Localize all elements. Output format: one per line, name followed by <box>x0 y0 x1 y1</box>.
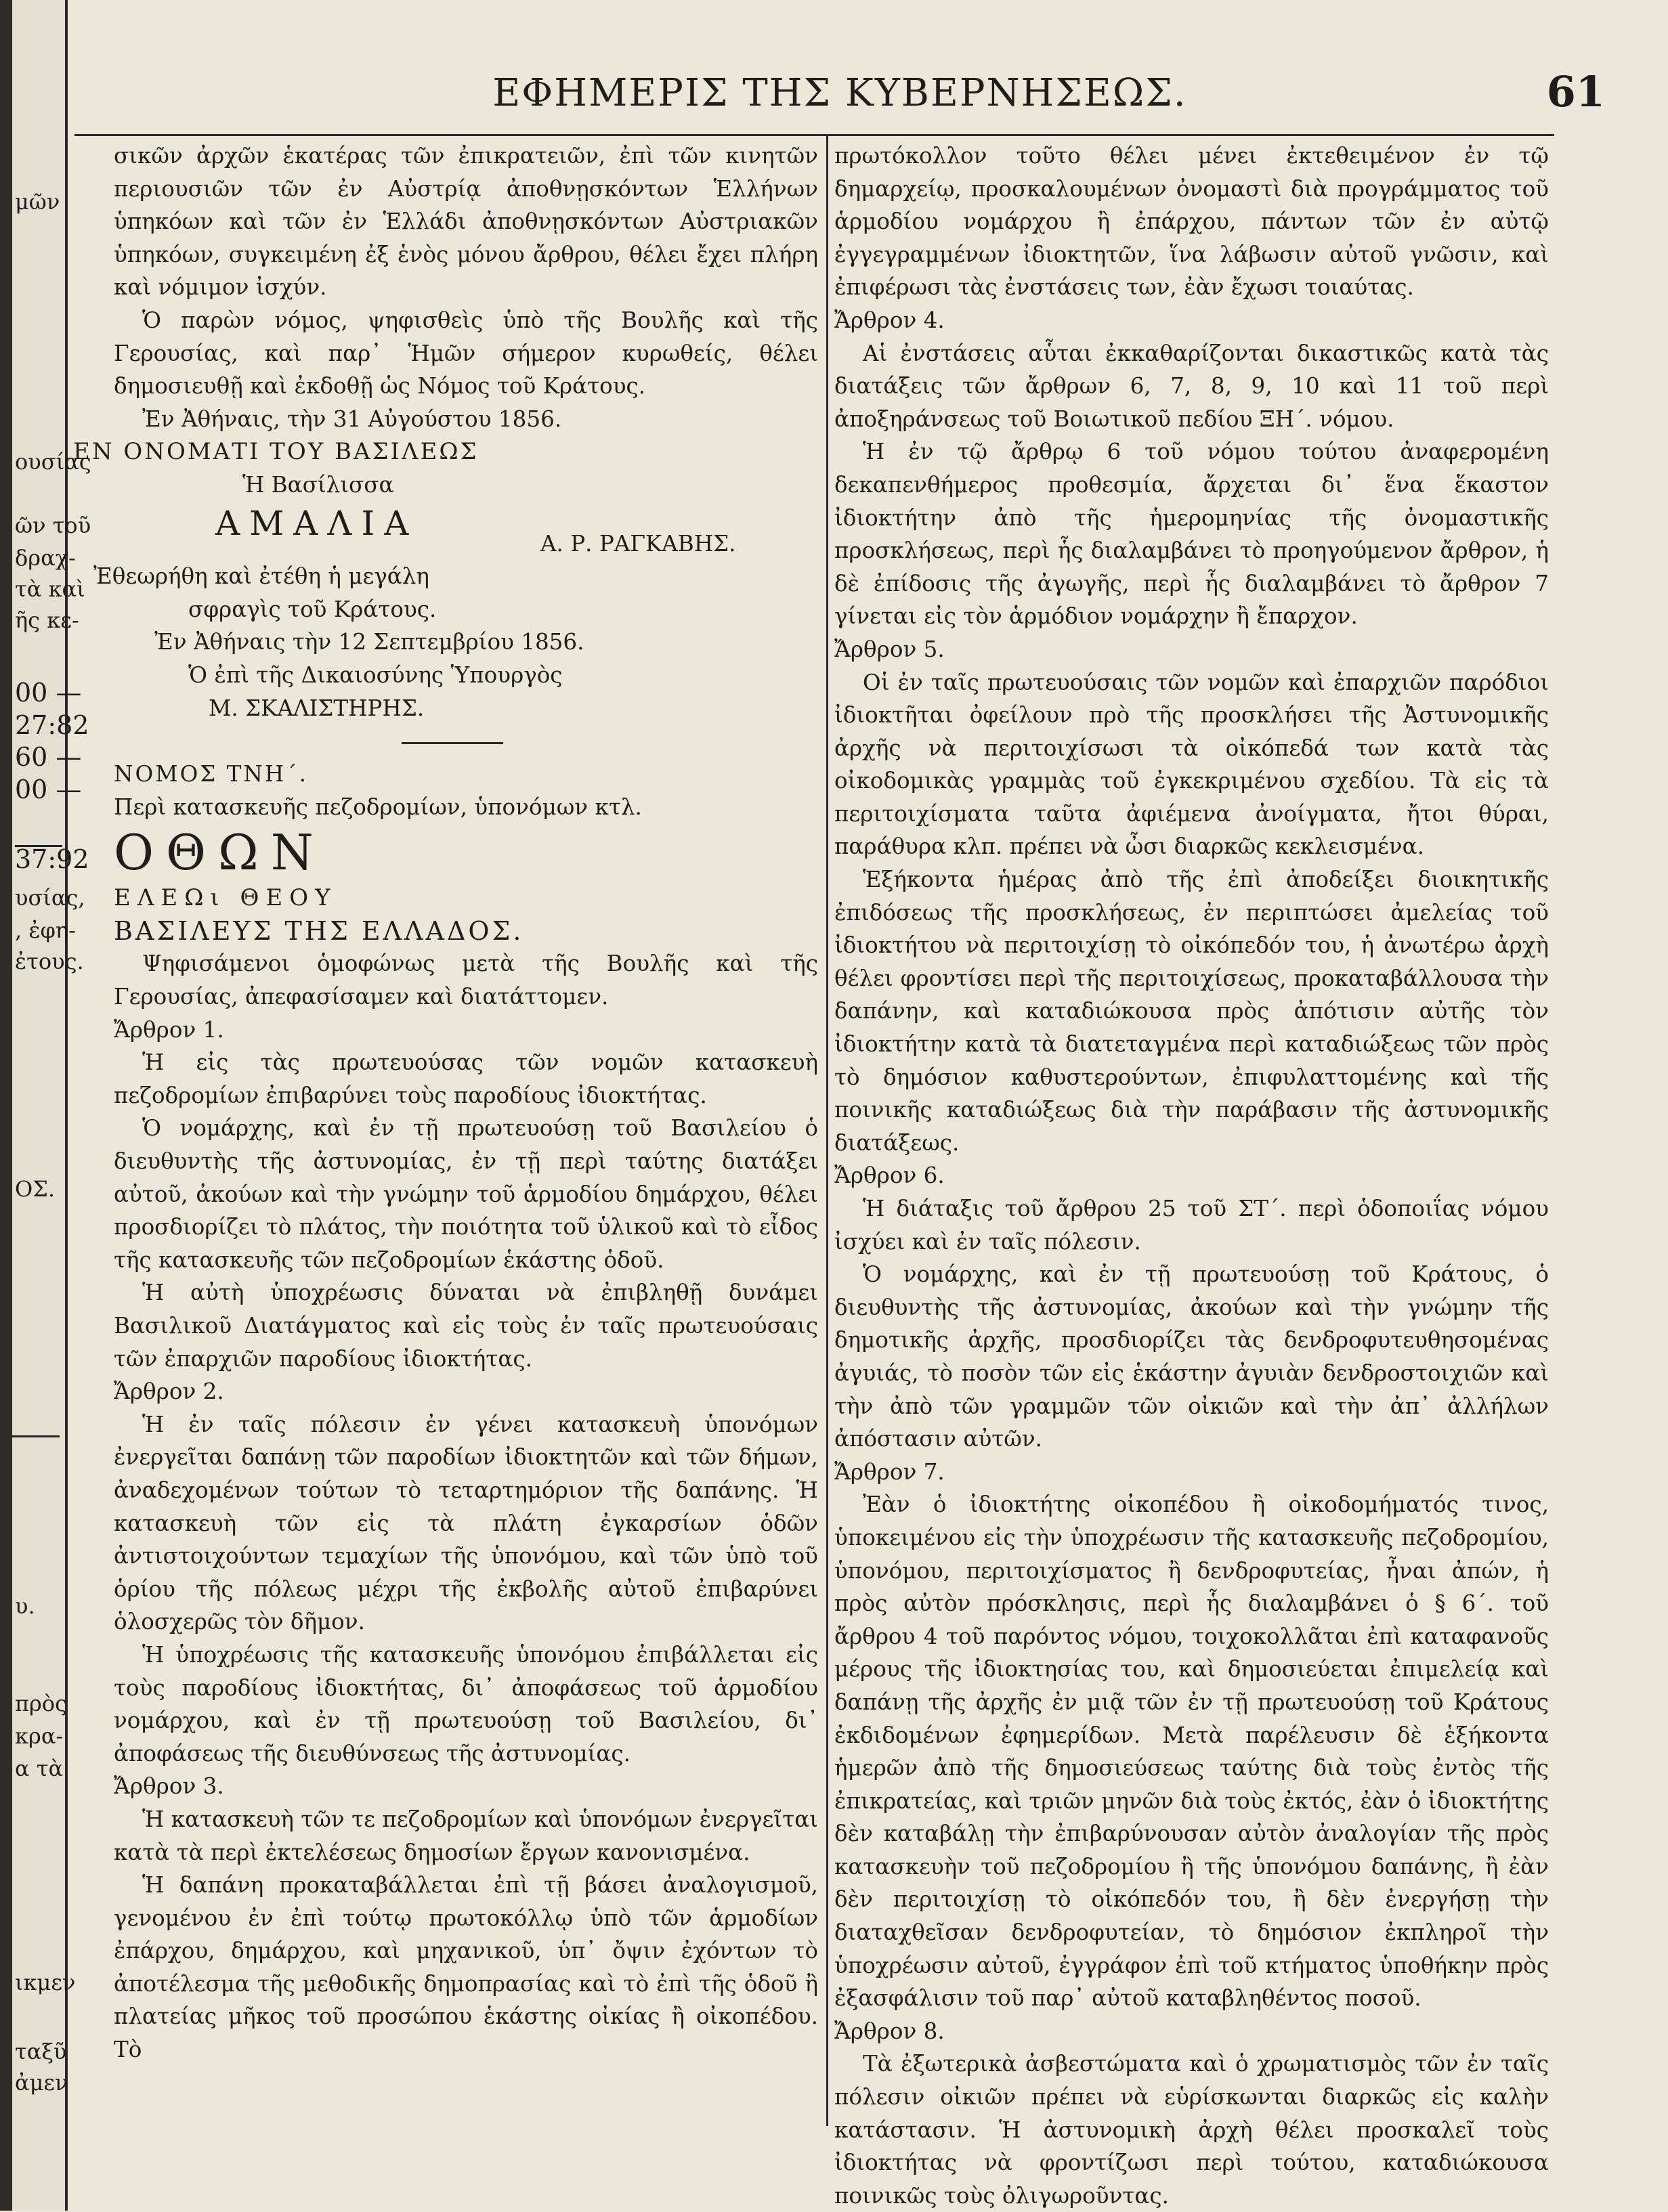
previous-page-edge <box>12 0 91 2211</box>
edge-fragment: ουσίας <box>15 449 91 475</box>
paragraph: Ἡ διάταξις τοῦ ἄρθρου 25 τοῦ ΣΤ΄. περὶ ὁδοποιΐας νόμου ἰσχύει καὶ ἐν ταῖς πόλεσιν. <box>834 1196 1549 1255</box>
edge-fragment: δραχ- <box>15 545 76 571</box>
paragraph: πρωτόκολλον τοῦτο θέλει μένει ἐκτεθειμένον ἐν τῷ δημαρχείῳ, προσκαλουμένων ὀνομαστὶ διὰ προγράμματος τοῦ ἁρμοδίου νομάρχου ἢ ἐπάρχου, πάντων τῶν ἐν αὐτῷ ἐγγεγραμμένων ἰδιοκτητῶν, ἵνα λάβωσιν αὐτοῦ γνῶσιν, καὶ ἐπιφέρωσι τὰς ἐνστάσεις των, ἐὰν ἔχωσι τοιαύτας. <box>834 143 1549 301</box>
paragraph: Αἱ ἐνστάσεις αὗται ἐκκαθαρίζονται δικαστικῶς κατὰ τὰς διατάξεις τῶν ἄρθρων 6, 7, 8, 9, 10 καὶ 11 τοῦ περὶ ἀποξηράνσεως τοῦ Βοιωτικοῦ πεδίου ΞΗ΄. νόμου. <box>834 340 1549 432</box>
paragraph: Ἡ αὐτὴ ὑποχρέωσις δύναται νὰ ἐπιβληθῇ δυνάμει Βασιλικοῦ Διατάγματος καὶ εἰς τοὺς ἐν ταῖς πρωτευούσαις τῶν ἐπαρχιῶν παροδίους ἰδιοκτήτας. <box>114 1280 818 1372</box>
signature-title: Ἡ Βασίλισσα <box>242 471 394 498</box>
paragraph: Ὁ παρὼν νόμος, ψηφισθεὶς ὑπὸ τῆς Βουλῆς καὶ τῆς Γερουσίας, καὶ παρ᾽ Ἡμῶν σήμερον κυρωθείς, θέλει δημοσιευθῇ καὶ ἐκδοθῇ ὡς Νόμος τοῦ Κράτους. <box>114 307 818 399</box>
seal-note: Ἐθεωρήθη καὶ ἐτέθη ἡ μεγάλη <box>93 563 429 590</box>
article-heading: Ἄρθρον 7. <box>834 1458 945 1485</box>
edge-fragment: ταξῦ <box>15 2039 67 2064</box>
edge-fragment: 37:92 <box>15 844 89 874</box>
edge-fragment: ικμεν <box>15 1970 76 1995</box>
article-heading: Ἄρθρον 2. <box>114 1379 224 1405</box>
page-number: 61 <box>1546 67 1605 116</box>
edge-fragment: ΟΣ. <box>15 1176 56 1202</box>
signature-minister: Α. Ρ. ΡΑΓΚΑΒΗΣ. <box>540 530 736 557</box>
paragraph: Ὁ νομάρχης, καὶ ἐν τῇ πρωτευούσῃ τοῦ Βασιλείου ὁ διευθυντὴς τῆς ἀστυνομίας, ἐν τῇ περὶ ταύτης διατάξει αὐτοῦ, ἀκούων καὶ τὴν γνώμην τοῦ ἁρμοδίου δημάρχου, θέλει προσδιορίζει τὸ πλάτος, τὴν ποιότητα τοῦ ὑλικοῦ καὶ τὸ εἶδος τῆς κατασκευῆς τῶν πεζοδρομίων ἑκάστης ὁδοῦ. <box>114 1115 818 1273</box>
edge-fragment: υ. <box>15 1593 35 1619</box>
edge-fragment: 00 — <box>15 775 82 804</box>
signature-title: Ὁ ἐπὶ τῆς Δικαιοσύνης Ὑπουργὸς <box>188 662 563 688</box>
edge-fragment: μῶν <box>15 189 60 215</box>
paragraph: Ὁ νομάρχης, καὶ ἐν τῇ πρωτευούσῃ τοῦ Κράτους, ὁ διευθυντὴς τῆς ἀστυνομίας, ἀκούων καὶ τὴν γνώμην τῆς δημοτικῆς ἀρχῆς, προσδιορίζει τὰς δενδροφυτευθησομένας ἀγυιάς, τὸ ποσὸν τῶν εἰς ἑκάστην ἀγυιὰν δενδροστοιχιῶν καὶ τὴν ἀπὸ τῶν γραμμῶν τῶν οἰκιῶν καὶ τὴν ἀπ᾽ ἀλλήλων ἀπόστασιν αὐτῶν. <box>834 1261 1549 1452</box>
date-line: Ἐν Ἀθήναις τὴν 12 Σεπτεμβρίου 1856. <box>154 629 584 655</box>
paragraph: Ἐὰν ὁ ἰδιοκτήτης οἰκοπέδου ἢ οἰκοδομήματός τινος, ὑποκειμένου εἰς τὴν ὑποχρέωσιν τῆς κατασκευῆς πεζοδρομίου, ὑπονόμου, περιτοιχίσματος ἢ δενδροφυτείας, ἦναι ἀπών, ἡ πρὸς αὐτὸν πρόσκλησις, περὶ ἧς διαλαμβάνει ὁ § 6΄. τοῦ ἄρθρου 4 τοῦ παρόντος νόμου, τοιχοκολλᾶται ἐπὶ καταφανοῦς μέρους τῆς ἰδιοκτησίας του, καὶ δημοσιεύεται ἐπιμελείᾳ καὶ δαπάνῃ τῆς ἀρχῆς ἐν μιᾷ τῶν ἐν τῇ πρωτευούσῃ τοῦ Κράτους ἐκδιδομένων ἐφημερίδων. Μετὰ παρέλευσιν δὲ ἑξήκοντα ἡμερῶν ἀπὸ τῆς δημοσιεύσεως ταύτης διὰ τοὺς ἐντὸς τῆς ἐπικρατείας, καὶ τριῶν μηνῶν διὰ τοὺς ἐκτός, ἐὰν ὁ ἰδιοκτήτης δὲν καταβάλῃ τὴν ἐπιβαρύνουσαν αὐτὸν ἀναλογίαν τῆς πρὸς κατασκευὴν τοῦ πεζοδρομίου ἢ τῆς ὑπονόμου δαπάνης, ἢ ἐὰν δὲν περιτοιχίσῃ τὸ οἰκόπεδόν του, ἢ δὲν ἐνεργήσῃ τὴν διαταχθεῖσαν δενδροφυτείαν, τὸ δημόσιον ἐκπληροῖ τὴν ὑποχρέωσιν αὐτοῦ, ἐγγράφον ἐπὶ τοῦ κτήματος ὑποθήκην πρὸς ἐξασφάλισιν τοῦ παρ᾽ αὐτοῦ καταβληθέντος ποσοῦ. <box>834 1492 1549 2012</box>
edge-fragment: ῆς κε- <box>15 607 79 633</box>
paragraph: Ψηφισάμενοι ὁμοφώνως μετὰ τῆς Βουλῆς καὶ τῆς Γερουσίας, ἀπεφασίσαμεν καὶ διατάττομεν. <box>114 951 818 1010</box>
signature-name: Μ. ΣΚΑΛΙΣΤΗΡΗΣ. <box>209 695 425 721</box>
edge-fragment: πρὸς <box>15 1691 68 1716</box>
signature-name: ΑΜΑΛΙΑ <box>215 503 419 543</box>
grace-formula: ΕΛΕΩι ΘΕΟΥ <box>114 884 337 912</box>
binding-gutter <box>0 0 12 2211</box>
paragraph: Ἡ εἰς τὰς πρωτευούσας τῶν νομῶν κατασκευὴ πεζοδρομίων ἐπιβαρύνει τοὺς παροδίους ἰδιοκτήτας. <box>114 1049 818 1108</box>
paragraph: Ἡ ὑποχρέωσις τῆς κατασκευῆς ὑπονόμου ἐπιβάλλεται εἰς τοὺς παροδίους ἰδιοκτήτας, δι᾽ ἀποφάσεως τοῦ ἁρμοδίου νομάρχου, καὶ ἐν τῇ πρωτευούσῃ τοῦ Βασιλείου, δι᾽ ἀποφάσεως τῆς διευθύνσεως τῆς ἀστυνομίας. <box>114 1641 818 1766</box>
article-heading: Ἄρθρον 8. <box>834 2018 945 2044</box>
edge-fragment: ἐτους. <box>15 949 84 974</box>
running-title: ΕΦΗΜΕΡΙΣ ΤΗΣ ΚΥΒΕΡΝΗΣΕΩΣ. <box>492 71 1187 115</box>
edge-fragment: , ἐφη- <box>15 917 76 943</box>
paragraph: σικῶν ἀρχῶν ἑκατέρας τῶν ἐπικρατειῶν, ἐπὶ τῶν κινητῶν περιουσιῶν τῶν ἐν Αὐστρίᾳ ἀποθνῃσκόντων Ἑλλήνων ὑπηκόων καὶ τῶν ἐν Ἑλλάδι ἀποθνῃσκόντων Αὐστριακῶν ὑπηκόων, συγκειμένη ἐξ ἑνὸς μόνου ἄρθρου, θέλει ἔχει πλήρη καὶ νόμιμον ἰσχύν. <box>114 143 818 301</box>
paragraph: Οἱ ἐν ταῖς πρωτευούσαις τῶν νομῶν καὶ ἐπαρχιῶν παρόδιοι ἰδιοκτῆται ὀφείλουν πρὸ τῆς προσκλήσει τῆς Ἀστυνομικῆς ἀρχῆς νὰ περιτοιχίσωσι τὰ οἰκόπεδά των κατὰ τὰς οἰκοδομικὰς γραμμὰς τοῦ ἐγκεκριμένου σχεδίου. Τὰ εἰς τὰ περιτοιχίσματα ταῦτα ἀφιέμενα ἀνοίγματα, ἤτοι θύραι, παράθυρα κλπ. πρέπει νὰ ὦσι διαρκῶς κεκλεισμένα. <box>834 669 1549 860</box>
edge-fragment: ῶν τοῦ <box>15 513 91 538</box>
seal-note: σφραγὶς τοῦ Κράτους. <box>188 596 437 622</box>
header-rule <box>74 134 1554 136</box>
column-divider <box>826 135 828 2126</box>
paragraph: Ἑξήκοντα ἡμέρας ἀπὸ τῆς ἐπὶ ἀποδείξει διοικητικῆς ἐπιδόσεως τῆς προσκλήσεως, ἐν περιπτώσει ἀμελείας τοῦ ἰδιοκτήτου νὰ περιτοιχίσῃ τὸ οἰκόπεδόν του, ἡ ἀνωτέρω ἀρχὴ θέλει φροντίσει περὶ τῆς περιτοιχίσεως, προκαταβάλλουσα τὴν δαπάνην, καὶ καταδιώκουσα πρὸς ἀπότισιν αὐτῆς τὸν ἰδιοκτήτην κατὰ τὰ διατεταγμένα περὶ καταδιώξεως τῶν πρὸς τὸ δημόσιον καθυστερούντων, ἐπιφυλαττομένης καὶ τῆς ποινικῆς καταδιώξεως διὰ τὴν παράβασιν τῆς ἀστυνομικῆς διατάξεως. <box>834 867 1549 1156</box>
paragraph: Τὰ ἐξωτερικὰ ἀσβεστώματα καὶ ὁ χρωματισμὸς τῶν ἐν ταῖς πόλεσιν οἰκιῶν πρέπει νὰ εὑρίσκωνται διαρκῶς εἰς καλὴν κατάστασιν. Ἡ ἀστυνομικὴ ἀρχὴ θέλει προσκαλεῖ τοὺς ἰδιοκτήτας νὰ φροντίζωσι περὶ τούτου, καταδιώκουσα ποινικῶς τοὺς ὀλιγωροῦντας. <box>834 2051 1549 2209</box>
article-heading: Ἄρθρον 3. <box>114 1773 224 1800</box>
date-line: Ἐν Ἀθήναις, τὴν 31 Αὐγούστου 1856. <box>142 406 562 432</box>
article-heading: Ἄρθρον 4. <box>834 307 945 333</box>
paragraph: Ἡ δαπάνη προκαταβάλλεται ἐπὶ τῇ βάσει ἀναλογισμοῦ, γενομένου ἐν ἐπὶ τούτῳ πρωτοκόλλῳ ὑπὸ τῶν ἁρμοδίων ἐπάρχου, δημάρχου, καὶ μηχανικοῦ, ὑπ᾽ ὄψιν ἐχόντων τὸ ἀποτέλεσμα τῆς μεθοδικῆς δημοπρασίας καὶ τὸ ἐπὶ τῆς ὁδοῦ ἢ πλατείας μῆκος τοῦ προσώπου ἑκάστης οἰκίας ἢ οἰκοπέδου. Τὸ <box>114 1872 818 2063</box>
section-rule <box>402 742 503 744</box>
edge-rule <box>12 1435 60 1437</box>
left-column <box>73 139 818 2066</box>
paragraph: Ἡ ἐν ταῖς πόλεσιν ἐν γένει κατασκευὴ ὑπονόμων ἐνεργεῖται δαπάνῃ τῶν παροδίων ἰδιοκτητῶν καὶ τῶν δήμων, ἀναδεχομένων τούτων τὸ τεταρτημόριον τῆς δαπάνης. Ἡ κατασκευὴ τῶν εἰς τὰ πλάτη ἐγκαρσίων ὁδῶν ἀντιστοιχούντων τεμαχίων τῆς ὑπονόμου, καὶ τῶν ὑπὸ τοῦ ὁρίου τῆς πόλεως μέχρι τῆς ἐκβολῆς αὐτοῦ ἐπιβαρύνει ὁλοσχερῶς τὸν δῆμον. <box>114 1411 818 1635</box>
law-title: ΝΟΜΟΣ ΤΝΗ΄. <box>114 761 308 787</box>
article-heading: Ἄρθρον 1. <box>114 1016 224 1043</box>
edge-fragment: τὰ καὶ <box>15 576 85 602</box>
royal-formula: ΕΝ ΟΝΟΜΑΤΙ ΤΟΥ ΒΑΣΙΛΕΩΣ <box>73 438 479 466</box>
right-column <box>834 139 1549 2212</box>
edge-fragment: υσίας, <box>15 885 85 911</box>
edge-fragment: α τὰ <box>15 1756 64 1781</box>
king-title: ΒΑΣΙΛΕΥΣ ΤΗΣ ΕΛΛΑΔΟΣ. <box>114 915 524 946</box>
paragraph: Ἡ κατασκευὴ τῶν τε πεζοδρομίων καὶ ὑπονόμων ἐνεργεῖται κατὰ τὰ περὶ ἐκτελέσεως δημοσίων ἔργων κανονισμένα. <box>114 1806 818 1865</box>
edge-fragment: ἀμεν <box>15 2070 68 2096</box>
paragraph: Ἡ ἐν τῷ ἄρθρῳ 6 τοῦ νόμου τούτου ἀναφερομένη δεκαπενθήμερος προθεσμία, ἄρχεται δι᾽ ἕνα ἕκαστον ἰδιοκτήτην ἀπὸ τῆς ἡμερομηνίας τῆς ὀνομαστικῆς προσκλήσεως, περὶ ἧς διαλαμβάνει τὸ προηγούμενον ἄρθρον, ἡ δὲ ἐπίδοσις τῆς ἀγωγῆς, περὶ ἧς διαλαμβάνει τὸ ἄρθρον 7 γίνεται εἰς τὸν ἁρμόδιον νομάρχην ἢ ἔπαρχον. <box>834 439 1549 630</box>
page-header <box>74 67 1605 125</box>
edge-fragment: 27:82 <box>15 710 89 740</box>
article-heading: Ἄρθρον 5. <box>834 636 945 662</box>
edge-fragment: 00 — <box>15 678 82 708</box>
edge-fragment: 60 — <box>15 742 82 772</box>
king-name: ΟΘΩΝ <box>114 824 326 882</box>
edge-fragment: κρα- <box>15 1723 64 1749</box>
article-heading: Ἄρθρον 6. <box>834 1163 945 1189</box>
law-subject: Περὶ κατασκευῆς πεζοδρομίων, ὑπονόμων κτλ. <box>114 794 642 820</box>
